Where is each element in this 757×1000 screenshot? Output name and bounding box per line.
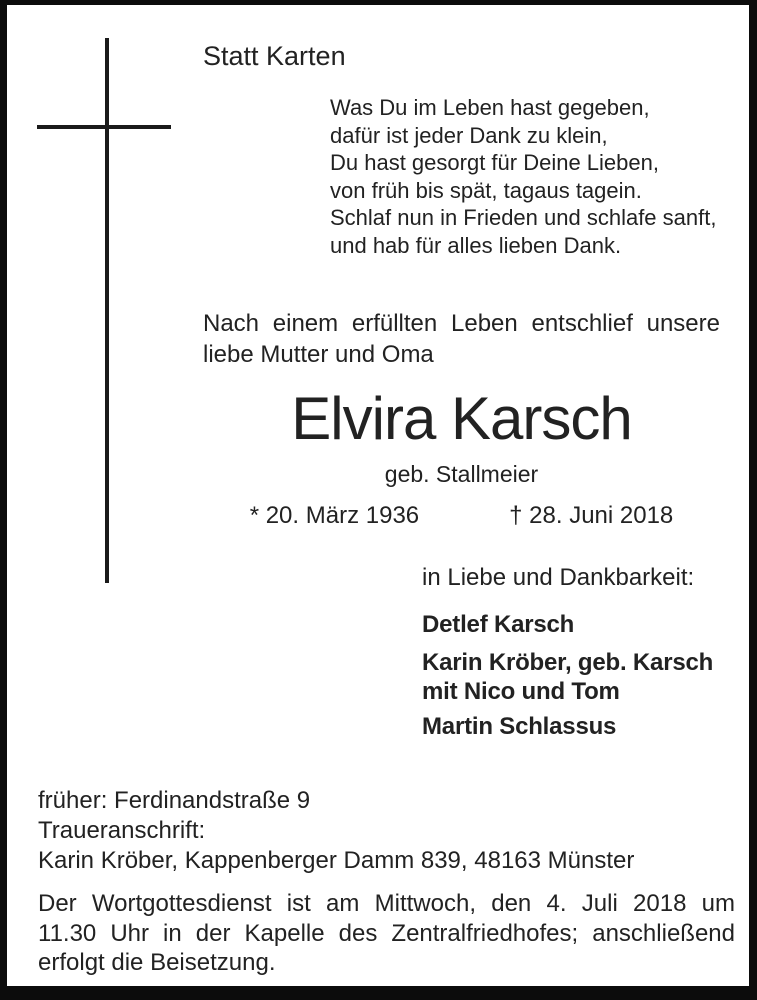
- poem-line: dafür ist jeder Dank zu klein,: [330, 122, 608, 148]
- mourner-name-line: Karin Kröber, geb. Karsch: [422, 649, 714, 676]
- condolence-address: Karin Kröber, Kappenberger Damm 839, 48163 Münster: [38, 847, 635, 874]
- intro-text: [203, 308, 720, 370]
- mourner-name: [422, 649, 713, 706]
- mourner-name: [422, 713, 616, 742]
- service-line: Der Wortgottesdienst ist am Mittwoch, den 4. Juli 2018 um: [38, 890, 735, 917]
- death-date: † 28. Juni 2018: [509, 502, 674, 529]
- cross-vertical-bar: [105, 38, 109, 583]
- poem-line: Du hast gesorgt für Deine Lieben,: [330, 150, 659, 176]
- service-line: 11.30 Uhr in der Kapelle des Zentralfriedhofes; anschließend: [38, 919, 735, 947]
- life-dates: [203, 502, 720, 530]
- intro-line: liebe Mutter und Oma: [203, 341, 434, 368]
- closing-line: in Liebe und Dankbarkeit:: [422, 564, 695, 591]
- mourner-name-line: Martin Schlassus: [422, 713, 617, 740]
- statt-karten-label: Statt Karten: [203, 41, 346, 71]
- poem-line: von früh bis spät, tagaus tagein.: [330, 177, 642, 203]
- poem-line: Schlaf nun in Frieden und schlafe sanft,: [330, 205, 717, 231]
- birth-date: * 20. März 1936: [249, 502, 420, 529]
- memorial-poem: [330, 94, 716, 260]
- intro-line: Nach einem erfüllten Leben entschlief unsere: [203, 310, 720, 337]
- condolence-label: Traueranschrift:: [38, 817, 206, 844]
- poem-line: Was Du im Leben hast gegeben,: [330, 95, 650, 120]
- mourner-name: [422, 611, 574, 640]
- mourner-name-line: mit Nico und Tom: [422, 677, 620, 705]
- mourner-name-line: Detlef Karsch: [422, 611, 575, 638]
- deceased-name: Elvira Karsch: [291, 385, 632, 452]
- former-address: früher: Ferdinandstraße 9: [38, 787, 311, 814]
- addresses-block: [38, 786, 634, 876]
- service-line: erfolgt die Beisetzung.: [38, 949, 276, 976]
- service-announcement: [38, 889, 735, 978]
- cross-horizontal-bar: [37, 125, 171, 129]
- maiden-name: geb. Stallmeier: [384, 461, 539, 487]
- poem-line: und hab für alles lieben Dank.: [330, 232, 622, 258]
